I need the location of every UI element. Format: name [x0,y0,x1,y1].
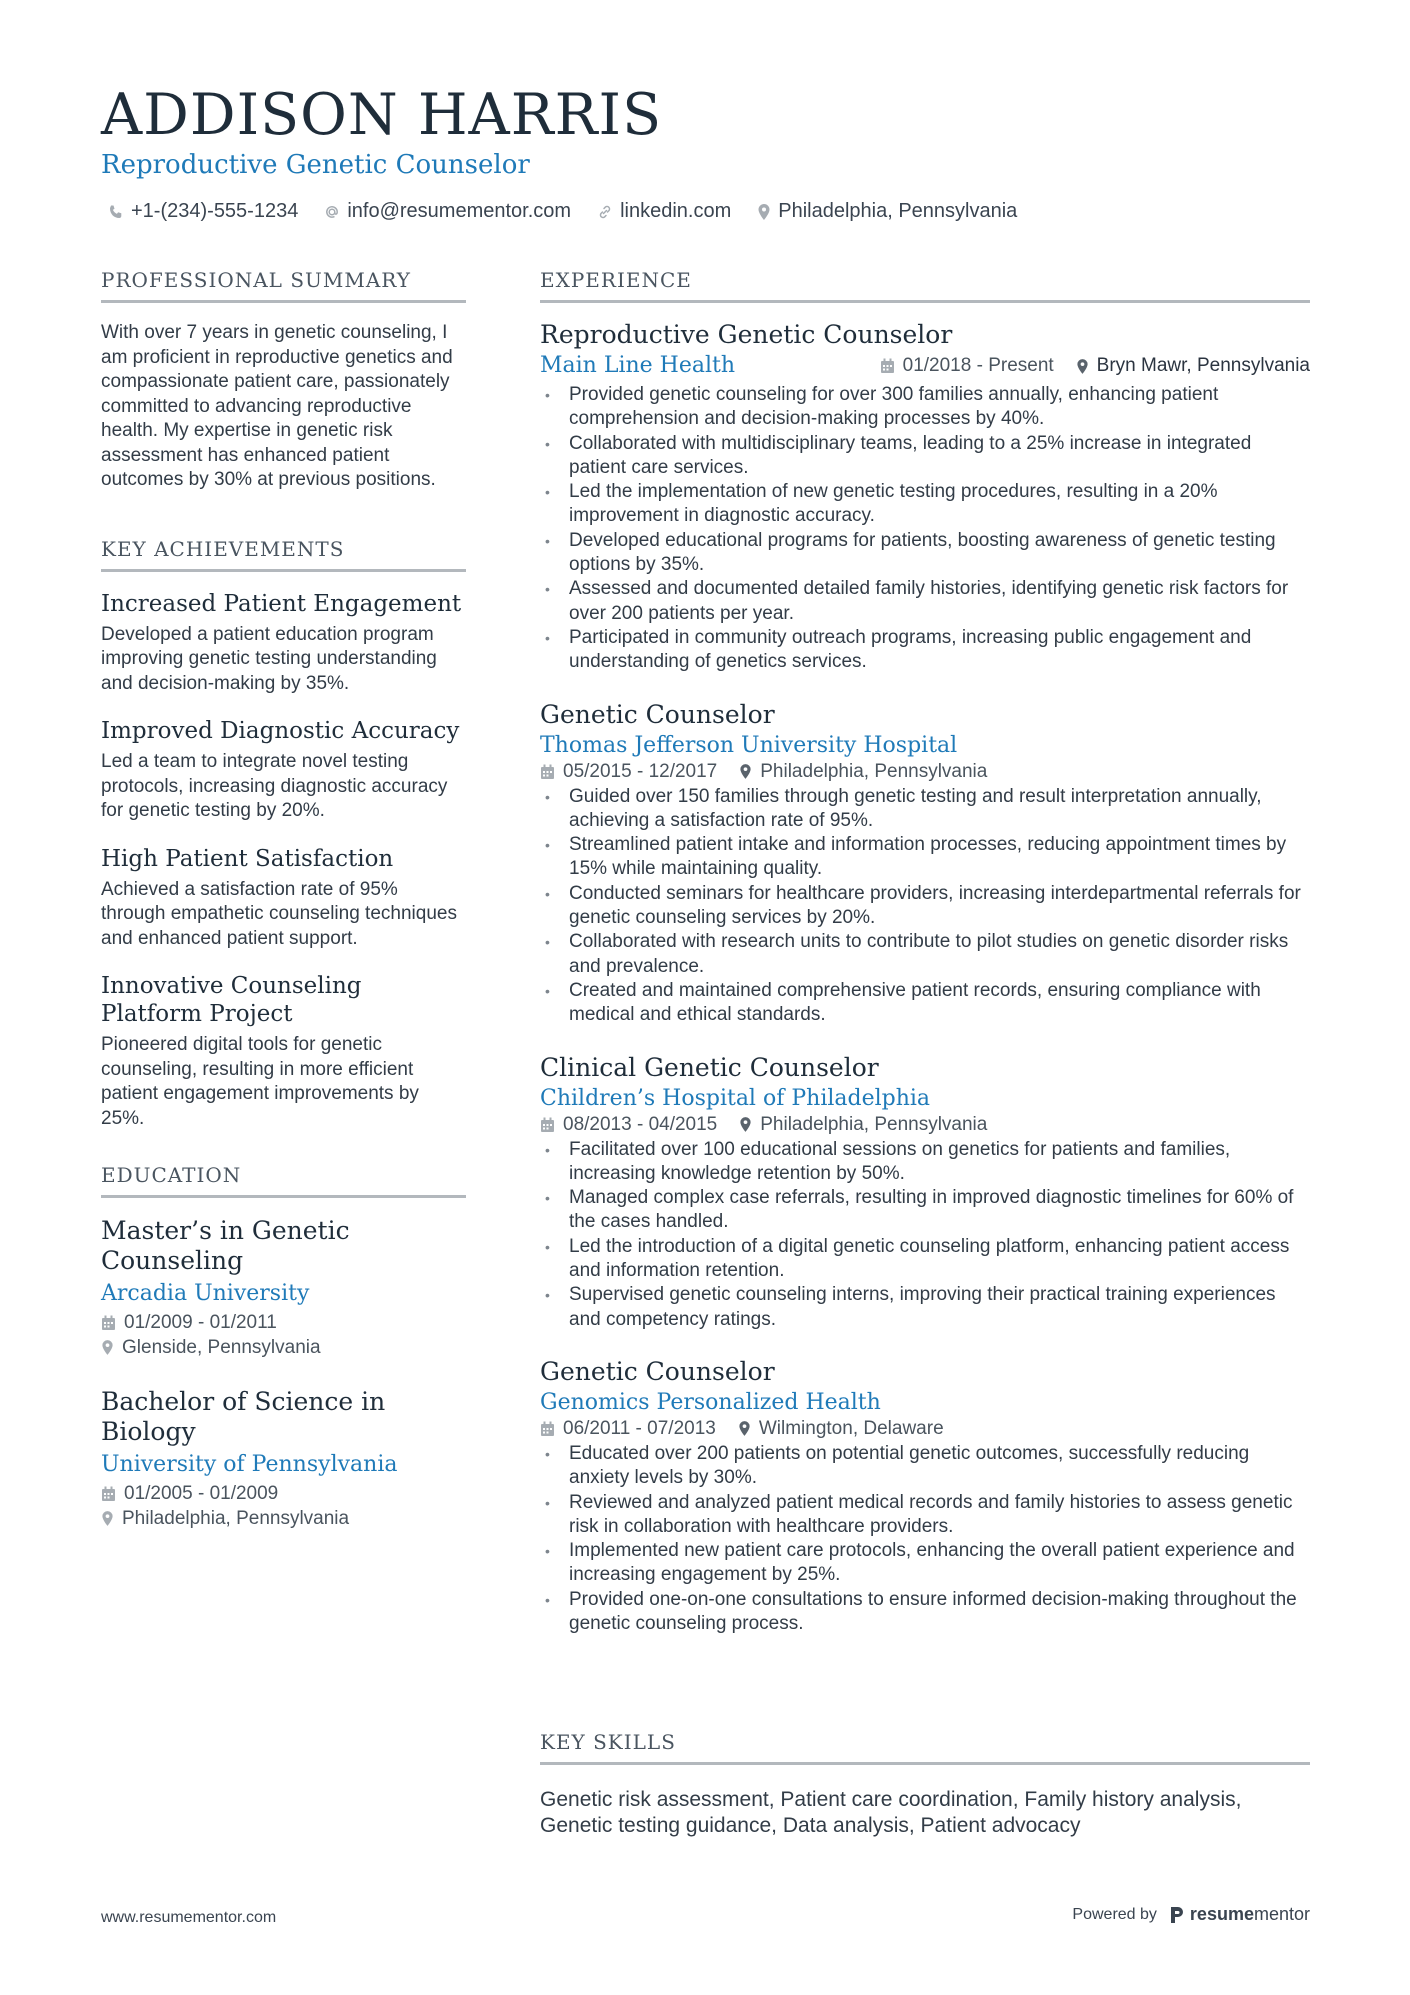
education-dates [101,1311,466,1336]
job-bullet: • Facilitated over 100 educational sessions on genetics for patients and families, increasing knowledge retention by 50%. [540,1138,1310,1187]
job-title: Reproductive Genetic Counselor [540,320,953,349]
education-heading: EDUCATION [101,1163,466,1198]
job-bullet: • Educated over 200 patients on potential genetic outcomes, successfully reducing anxiety levels by 30%. [540,1442,1310,1491]
job-bullet: • Reviewed and analyzed patient medical records and family histories to assess genetic risk in collaboration with healthcare providers. [540,1491,1310,1540]
candidate-role: Reproductive Genetic Counselor [101,150,530,180]
brand-name-bold: resume [1189,1904,1254,1924]
job-location [739,1114,987,1136]
job-bullet: • Guided over 150 families through genetic testing and result interpretation annually, achieving a satisfaction rate of 95%. [540,785,1310,834]
education-location [101,1336,466,1361]
education-location-text: Philadelphia, Pennsylvania [122,1507,350,1529]
job-bullet: • Assessed and documented detailed family histories, identifying genetic risk factors for over 200 patients per year. [540,577,1310,626]
job-bullet: • Managed complex case referrals, resulting in improved diagnostic timelines for 60% of the cases handled. [540,1186,1310,1235]
calendar-icon [880,358,895,374]
summary-heading: PROFESSIONAL SUMMARY [101,268,466,303]
job-bullet: • Provided one-on-one consultations to ensure informed decision-making throughout the genetic counseling process. [540,1588,1310,1637]
skills-text: Genetic risk assessment, Patient care coordination, Family history analysis, Genetic testing guidance, Data analysis, Patient advocacy [540,1788,1242,1837]
calendar-icon [101,1486,116,1502]
job-bullet: • Implemented new patient care protocols, enhancing the overall patient experience and increasing engagement by 25%. [540,1539,1310,1588]
link-icon [597,204,613,220]
job-dates [540,1114,717,1136]
education-dates-text: 01/2009 - 01/2011 [124,1312,277,1333]
skills-heading: KEY SKILLS [540,1730,1310,1765]
achievement-text: Developed a patient education program improving genetic testing understanding and decision-making by 35%. [101,623,437,694]
candidate-name: ADDISON HARRIS [101,82,663,148]
job-bullet: • Participated in community outreach programs, increasing public engagement and understanding of genetics services. [540,626,1310,675]
calendar-icon [540,764,555,780]
contact-location [757,200,1017,223]
achievement-text: Led a team to integrate novel testing protocols, increasing diagnostic accuracy for genetic testing by 20%. [101,751,448,821]
job-bullets [540,383,1310,675]
job-company-row [540,351,1310,381]
job-company: Thomas Jefferson University Hospital [540,732,958,758]
job-entry [540,1052,1310,1332]
job-bullet: • Supervised genetic counseling interns, improving their practical training experiences and competency ratings. [540,1283,1310,1332]
job-entry [540,1356,1310,1636]
skills-section [540,1730,1310,1839]
job-bullet: • Created and maintained comprehensive patient records, ensuring compliance with medical and ethical standards. [540,979,1310,1028]
job-bullet: • Developed educational programs for patients, boosting awareness of genetic testing options by 35%. [540,529,1310,578]
job-meta [540,761,1310,783]
location-pin-icon [738,1420,751,1437]
location-pin-icon [757,203,771,221]
job-bullet: • Led the introduction of a digital genetic counseling platform, enhancing patient access and information retention. [540,1235,1310,1284]
job-company: Children’s Hospital of Philadelphia [540,1085,931,1111]
education-item [101,1387,466,1531]
location-pin-icon [739,1116,752,1133]
job-location-text: Bryn Mawr, Pennsylvania [1096,355,1310,376]
contact-phone-text: +1-(234)-555-1234 [131,200,299,222]
achievements-heading: KEY ACHIEVEMENTS [101,537,466,572]
job-title: Genetic Counselor [540,1356,775,1386]
job-meta [540,1418,1310,1440]
education-school: University of Pennsylvania [101,1452,398,1477]
job-title: Clinical Genetic Counselor [540,1052,879,1082]
job-bullet: • Conducted seminars for healthcare providers, increasing interdepartmental referrals for genetic counseling services by 20%. [540,882,1310,931]
job-bullet: • Led the implementation of new genetic testing procedures, resulting in a 20% improvement in diagnostic accuracy. [540,480,1310,529]
brand-name-light: mentor [1253,1904,1310,1924]
job-dates [880,355,1054,377]
achievement-item [101,845,466,952]
education-section [101,1163,466,1531]
job-dates-text: 08/2013 - 04/2015 [563,1113,718,1135]
phone-icon [108,204,124,220]
education-school: Arcadia University [101,1281,310,1306]
job-bullets [540,1442,1310,1636]
job-location [739,761,987,783]
job-bullet: • Streamlined patient intake and information processes, reducing appointment times by 15% while maintaining quality. [540,833,1310,882]
job-bullet: • Provided genetic counseling for over 300 families annually, enhancing patient comprehension and decision-making processes by 40%. [540,383,1310,432]
education-dates-text: 01/2005 - 01/2009 [124,1483,279,1504]
experience-section [540,268,1310,1636]
job-title: Genetic Counselor [540,699,775,729]
job-dates-text: 05/2015 - 12/2017 [563,760,718,782]
job-location-text: Philadelphia, Pennsylvania [760,760,988,782]
job-entry [540,699,1310,1028]
summary-text: With over 7 years in genetic counseling, I am proficient in reproductive genetics and compassionate patient care, passionately committed to advancing reproductive health. My expertise in genetic risk assessment has enhanced patient outcomes by 30% at previous positions. [101,322,453,490]
job-location [738,1418,944,1440]
achievement-item [101,972,466,1131]
location-pin-icon [101,1510,114,1527]
job-dates [540,1418,716,1440]
job-location-text: Philadelphia, Pennsylvania [760,1113,988,1135]
left-column [101,268,466,1558]
achievements-section [101,537,466,1132]
job-entry [540,319,1310,675]
achievement-title: Improved Diagnostic Accuracy [101,718,460,744]
job-location [1076,355,1310,377]
calendar-icon [540,1117,555,1133]
education-location-text: Glenside, Pennsylvania [122,1336,321,1358]
calendar-icon [540,1421,555,1437]
right-column [540,268,1310,1660]
education-location [101,1507,466,1532]
location-pin-icon [1076,358,1089,375]
education-item [101,1216,466,1360]
job-dates-text: 01/2018 - Present [902,355,1054,376]
calendar-icon [101,1315,116,1331]
contact-location-text: Philadelphia, Pennsylvania [778,200,1018,222]
contact-email-text: info@resumementor.com [347,200,572,222]
footer-website[interactable]: www.resumementor.com [101,1909,277,1926]
location-pin-icon [739,763,752,780]
location-pin-icon [101,1339,114,1356]
achievement-text: Pioneered digital tools for genetic counseling, resulting in more efficient patient engagement improvements by 25%. [101,1034,419,1129]
summary-section [101,268,466,493]
job-bullets [540,1138,1310,1332]
achievement-title: Innovative Counseling Platform Project [101,973,362,1027]
contact-bar [108,200,1017,223]
job-meta [540,1114,1310,1136]
achievement-item [101,590,466,697]
achievement-title: High Patient Satisfaction [101,845,394,872]
contact-linkedin-text: linkedin.com [620,200,732,222]
job-dates [540,761,717,783]
achievement-title: Increased Patient Engagement [101,590,462,617]
footer-powered-by [1072,1904,1310,1925]
resumementor-logo-icon [1169,1905,1185,1925]
job-bullets [540,785,1310,1028]
job-bullet: • Collaborated with multidisciplinary teams, leading to a 25% increase in integrated patient care services. [540,432,1310,481]
experience-heading: EXPERIENCE [540,268,1310,303]
education-degree: Bachelor of Science in Biology [101,1387,386,1446]
education-degree: Master’s in Genetic Counseling [101,1216,350,1275]
job-bullet: • Collaborated with research units to contribute to pilot studies on genetic disorder risks and prevalence. [540,930,1310,979]
job-company: Main Line Health [540,353,736,378]
at-icon [324,204,340,220]
contact-email[interactable] [324,200,571,223]
job-location-text: Wilmington, Delaware [758,1417,944,1439]
job-company: Genomics Personalized Health [540,1389,881,1415]
job-dates-text: 06/2011 - 07/2013 [563,1417,716,1439]
achievement-text: Achieved a satisfaction rate of 95% through empathetic counseling techniques and enhanced patient support. [101,878,457,949]
education-dates [101,1482,466,1507]
contact-linkedin[interactable] [597,200,731,223]
powered-by-label: Powered by [1072,1905,1157,1923]
contact-phone [108,200,298,223]
achievement-item [101,717,466,824]
job-meta [880,355,1310,377]
brand-logo[interactable] [1169,1904,1310,1925]
